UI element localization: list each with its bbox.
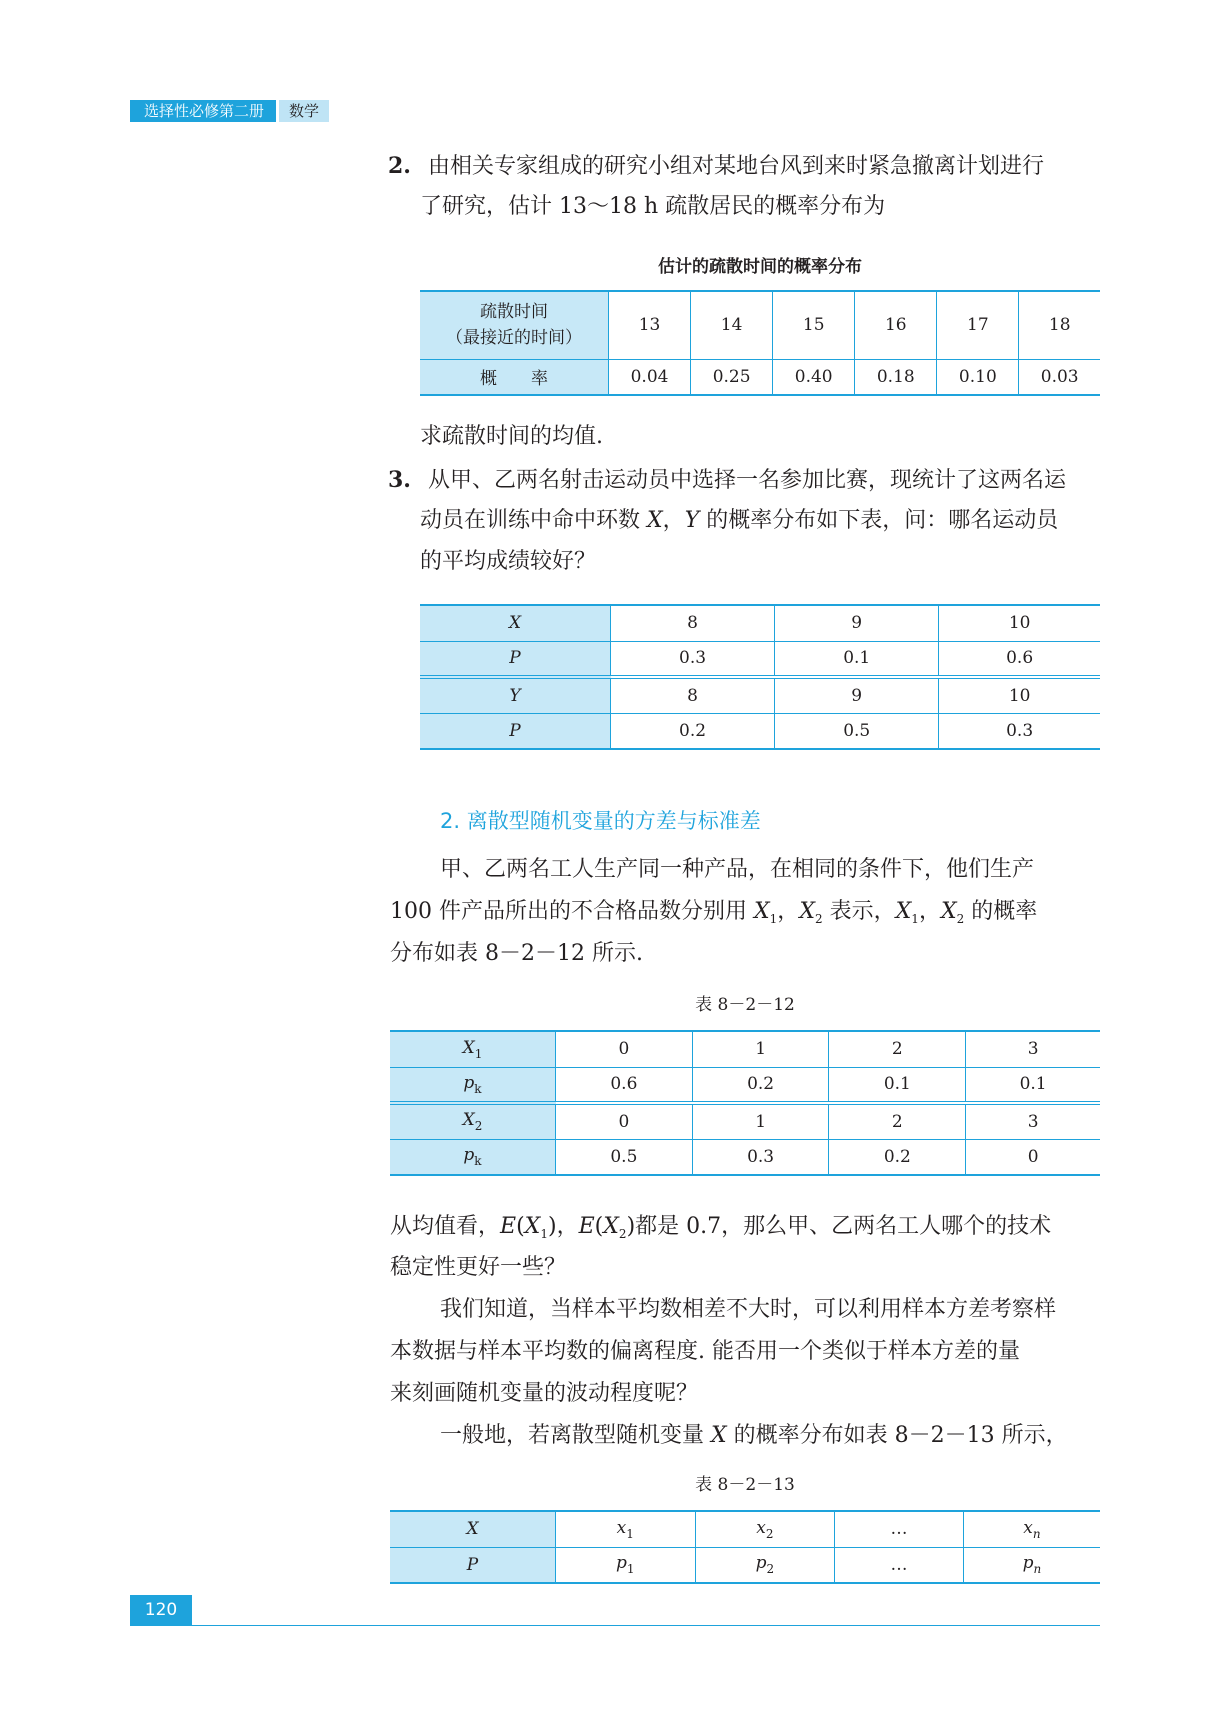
- subscript: 2: [618, 1227, 627, 1241]
- text: 都是 0.7，那么甲、乙两名工人哪个的技术: [635, 1214, 1052, 1239]
- para2-line2: 稳定性更好一些？: [390, 1255, 567, 1280]
- section-title: 2. 离散型随机变量的方差与标准差: [440, 809, 761, 833]
- exercise-number: 3.: [388, 467, 411, 493]
- table-cell: 1: [692, 1103, 829, 1139]
- exercise-3-line3: 的平均成绩较好？: [420, 549, 597, 574]
- subscript: 1: [540, 1227, 548, 1241]
- var: X: [462, 1037, 475, 1058]
- table-row: [420, 291, 1100, 359]
- table-cell: 0.3: [939, 713, 1100, 749]
- table-cell: 0.1: [829, 1067, 966, 1103]
- table-cell: 0.40: [773, 359, 855, 395]
- var: P: [466, 1554, 479, 1575]
- table-cell: 3: [966, 1103, 1100, 1139]
- exercise-text: 由相关专家组成的研究小组对某地台风到来时紧急撤离计划进行: [427, 154, 1044, 179]
- text: ): [626, 1214, 636, 1239]
- exercise-2-line2: 了研究，估计 13～18 h 疏散居民的概率分布为: [420, 194, 886, 219]
- text: ，: [556, 1214, 579, 1239]
- subscript: 2: [765, 1526, 774, 1541]
- var-x: X: [753, 899, 770, 924]
- table-cell: [963, 1547, 1100, 1583]
- table-cell: 18: [1019, 291, 1100, 359]
- table-cell: 9: [775, 677, 939, 713]
- page-number: 120: [130, 1595, 192, 1625]
- table-cell: 0.3: [692, 1139, 829, 1175]
- table-cell: 0.3: [611, 641, 775, 677]
- table-title: 估计的疏散时间的概率分布: [658, 257, 862, 277]
- table-row: [390, 1547, 1100, 1583]
- table-cell: [695, 1511, 835, 1547]
- subscript: k: [474, 1154, 482, 1169]
- var: p: [463, 1072, 475, 1093]
- table-cell: 14: [691, 291, 773, 359]
- table-cell: 0.18: [855, 359, 937, 395]
- table-head-cell: [420, 291, 609, 359]
- table-row: [420, 677, 1100, 713]
- subscript: n: [1033, 1562, 1042, 1577]
- var: P: [509, 648, 521, 669]
- shooting-table: [420, 604, 1100, 750]
- head-text: 疏散时间: [480, 302, 548, 323]
- table-cell: 2: [829, 1031, 966, 1067]
- subscript: 1: [626, 1562, 635, 1577]
- text: ): [547, 1214, 557, 1239]
- table-cell: 0.2: [829, 1139, 966, 1175]
- table-head-cell: [390, 1511, 556, 1547]
- table-cell: [835, 1511, 964, 1547]
- table-head-cell: [390, 1103, 556, 1139]
- var-x: X: [647, 508, 663, 533]
- table-cell: 0.5: [775, 713, 939, 749]
- table-head-cell: [420, 677, 611, 713]
- table-cell: [835, 1547, 964, 1583]
- ellipsis: …: [890, 1519, 908, 1540]
- var-x: X: [799, 899, 815, 924]
- table-cell: 0.04: [609, 359, 691, 395]
- para4-line1: [440, 1416, 1068, 1456]
- var: X: [462, 1110, 475, 1131]
- table-cell: 2: [829, 1103, 966, 1139]
- table-row: [390, 1139, 1100, 1175]
- table-caption: 表 8－2－12: [695, 995, 795, 1015]
- table-head-cell: 概 率: [420, 359, 609, 395]
- text: 100 件产品所出的不合格品数分别用: [390, 899, 754, 924]
- table-head-cell: [390, 1139, 556, 1175]
- subscript: 2: [766, 1562, 775, 1577]
- para3-line3: 来刻画随机变量的波动程度呢？: [390, 1381, 699, 1406]
- ellipsis: …: [890, 1554, 908, 1575]
- table-cell: [556, 1547, 696, 1583]
- evacuation-table: [420, 290, 1100, 396]
- var: p: [1022, 1553, 1034, 1574]
- table-cell: 0.03: [1019, 359, 1100, 395]
- exercise-3-line1: [388, 460, 1066, 501]
- text: ，: [662, 508, 685, 533]
- table-head-cell: [390, 1547, 556, 1583]
- text: 的概率分布如表 8－2－13 所示，: [726, 1423, 1068, 1448]
- table-8-2-13: [390, 1510, 1100, 1584]
- text: 的概率分布如下表，问：哪名运动员: [699, 508, 1059, 533]
- subscript: 2: [474, 1119, 483, 1134]
- table-row: [420, 605, 1100, 641]
- table-cell: 13: [609, 291, 691, 359]
- book-title: 选择性必修第二册: [130, 100, 276, 122]
- table-cell: 0.2: [611, 713, 775, 749]
- var-y: Y: [684, 508, 700, 533]
- text: 表示，: [822, 899, 896, 924]
- subscript: n: [1032, 1526, 1041, 1541]
- exercise-number: 2.: [388, 153, 411, 179]
- text: 动员在训练中命中环数: [420, 508, 647, 533]
- exercise-text: 从甲、乙两名射击运动员中选择一名参加比赛，现统计了这两名运: [427, 468, 1066, 493]
- para2-line1: [390, 1207, 1051, 1254]
- text: (: [516, 1214, 525, 1239]
- subject-label: 数学: [279, 100, 329, 122]
- var: p: [463, 1145, 475, 1166]
- var: p: [616, 1553, 627, 1574]
- subscript: 1: [474, 1046, 483, 1061]
- table-cell: 0.1: [775, 641, 939, 677]
- table-cell: 0.2: [692, 1067, 829, 1103]
- table-head-cell: [390, 1067, 556, 1103]
- subscript: 1: [911, 912, 919, 926]
- table-cell: 0.6: [556, 1067, 693, 1103]
- text: ，: [777, 899, 800, 924]
- table-cell: 9: [775, 605, 939, 641]
- subscript: 2: [814, 912, 823, 926]
- var-x: X: [940, 899, 957, 924]
- var-x: X: [603, 1214, 619, 1239]
- table-cell: 15: [773, 291, 855, 359]
- var: x: [1023, 1517, 1033, 1538]
- table-head-cell: [420, 605, 611, 641]
- var-x: X: [711, 1423, 727, 1448]
- running-header: [130, 100, 329, 122]
- para3-line1: 我们知道，当样本平均数相差不大时，可以利用样本方差考察样: [440, 1297, 1057, 1322]
- para3-line2: 本数据与样本平均数的偏离程度. 能否用一个类似于样本方差的量: [390, 1339, 1020, 1364]
- table-cell: 10: [939, 605, 1100, 641]
- text: 的概率: [964, 899, 1038, 924]
- var: X: [508, 613, 522, 634]
- table-head-cell: [420, 641, 611, 677]
- table-row: [420, 713, 1100, 749]
- var: x: [616, 1517, 627, 1538]
- subscript: 2: [956, 912, 965, 926]
- para1-line3: 分布如表 8－2－12 所示.: [390, 941, 643, 966]
- var: P: [509, 720, 521, 741]
- table-cell: 17: [937, 291, 1019, 359]
- table-cell: [963, 1511, 1100, 1547]
- table-head-cell: [390, 1031, 556, 1067]
- text: 从均值看，: [390, 1214, 501, 1239]
- table-cell: 0.10: [937, 359, 1019, 395]
- subscript: k: [474, 1081, 482, 1096]
- table-8-2-12: [390, 1030, 1100, 1176]
- text: (: [594, 1214, 604, 1239]
- table-row: [420, 641, 1100, 677]
- head-text: （最接近的时间）: [446, 328, 582, 349]
- table-row: [390, 1103, 1100, 1139]
- table-cell: 8: [611, 605, 775, 641]
- table-cell: 16: [855, 291, 937, 359]
- table-cell: 0.5: [556, 1139, 693, 1175]
- var: X: [466, 1519, 479, 1540]
- table-cell: 1: [692, 1031, 829, 1067]
- exercise-2-line1: [388, 146, 1044, 187]
- table-cell: 0.6: [939, 641, 1100, 677]
- table-cell: 0: [556, 1031, 693, 1067]
- subscript: 1: [626, 1526, 634, 1541]
- table-cell: 0.1: [966, 1067, 1100, 1103]
- para1-line1: 甲、乙两名工人生产同一种产品，在相同的条件下，他们生产: [440, 857, 1035, 882]
- exercise-3-line2: [420, 501, 1058, 541]
- table-cell: 0: [556, 1103, 693, 1139]
- var: p: [755, 1553, 767, 1574]
- text: ，: [918, 899, 941, 924]
- var: x: [756, 1517, 766, 1538]
- table-cell: [556, 1511, 696, 1547]
- table-cell: 10: [939, 677, 1100, 713]
- table-cell: 3: [966, 1031, 1100, 1067]
- var-e: E: [578, 1214, 595, 1239]
- table-cell: 0.25: [691, 359, 773, 395]
- table-row: [390, 1031, 1100, 1067]
- exercise-2-question: 求疏散时间的均值.: [420, 424, 603, 449]
- footer-rule: [130, 1625, 1100, 1626]
- table-cell: [695, 1547, 835, 1583]
- table-row: [420, 359, 1100, 395]
- table-cell: 0: [966, 1139, 1100, 1175]
- text: 一般地，若离散型随机变量: [440, 1423, 711, 1448]
- table-head-cell: [420, 713, 611, 749]
- table-row: [390, 1511, 1100, 1547]
- subscript: 1: [769, 912, 778, 926]
- para1-line2: [390, 892, 1037, 939]
- var: Y: [509, 685, 521, 706]
- var-x: X: [895, 899, 912, 924]
- table-cell: 8: [611, 677, 775, 713]
- table-caption: 表 8－2－13: [695, 1475, 795, 1495]
- var-x: X: [524, 1214, 541, 1239]
- table-row: [390, 1067, 1100, 1103]
- var-e: E: [500, 1214, 517, 1239]
